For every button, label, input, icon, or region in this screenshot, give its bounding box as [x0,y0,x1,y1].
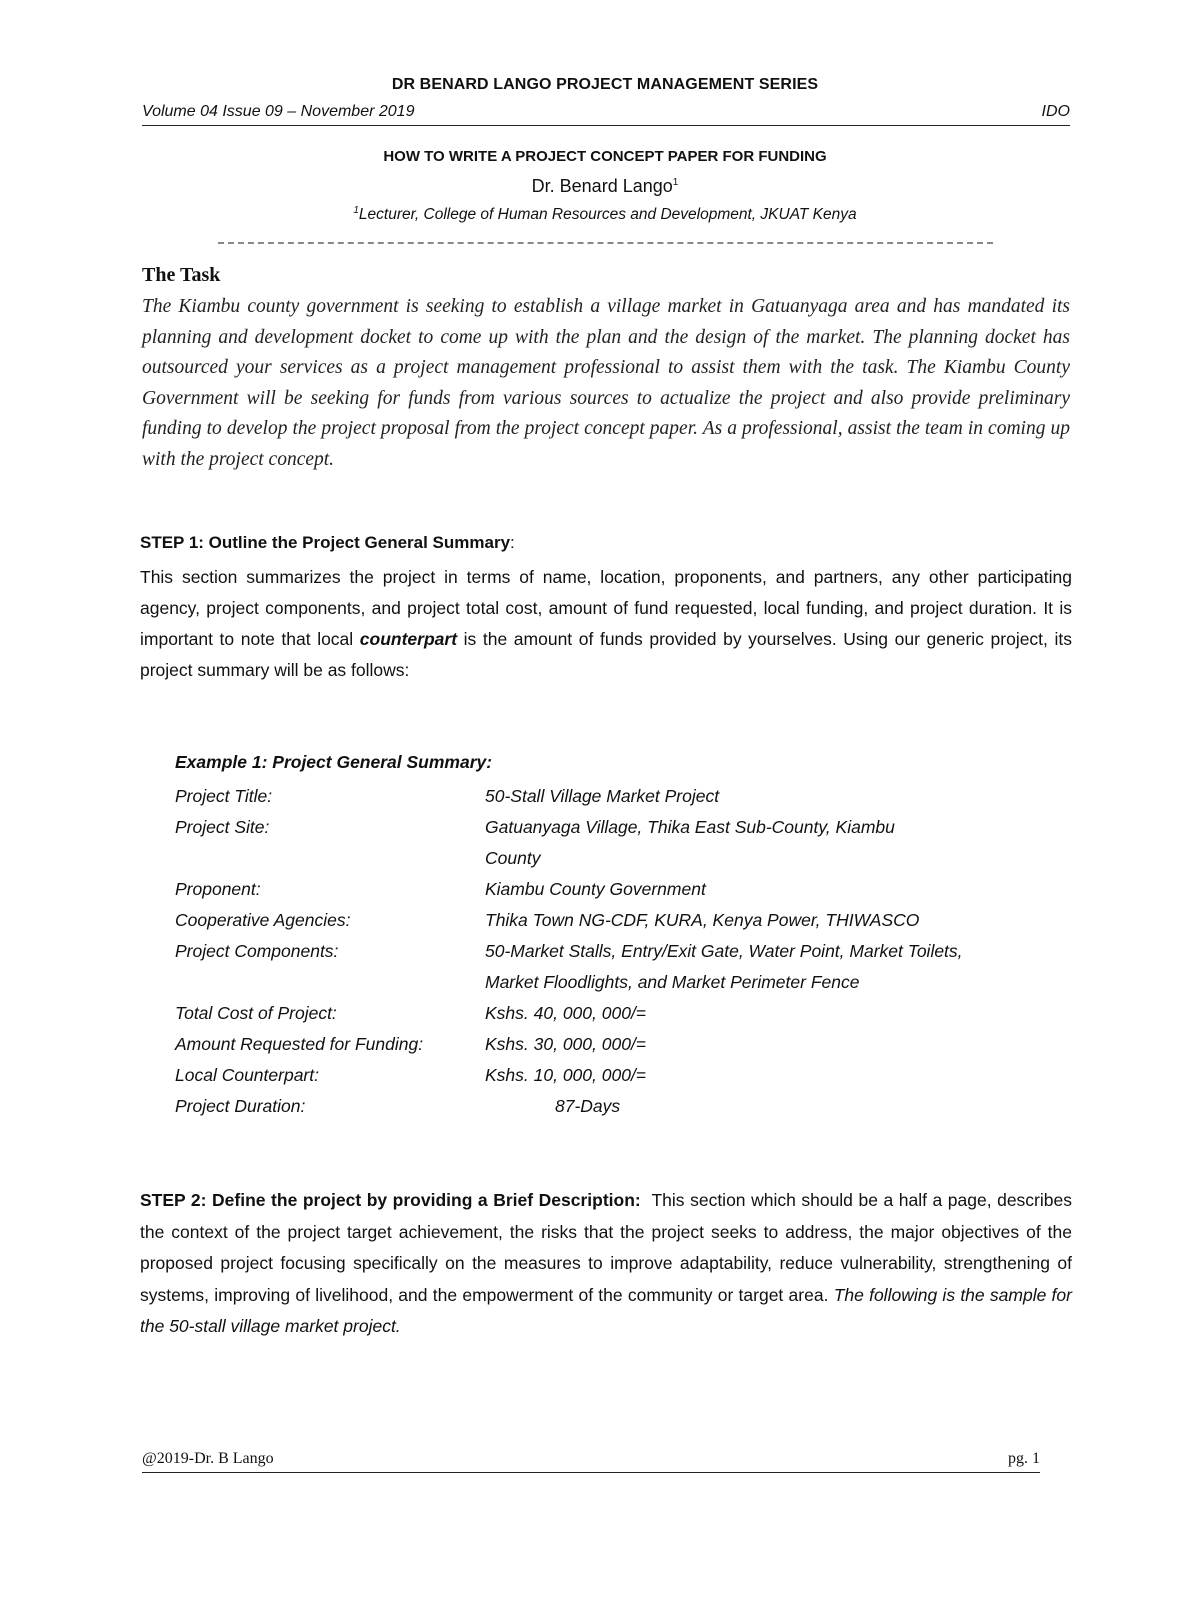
summary-value: Kshs. 30, 000, 000/= [485,1034,647,1054]
summary-value: Kiambu County Government [485,879,706,899]
summary-label: Cooperative Agencies: [175,910,351,930]
summary-row [175,812,1055,874]
summary-label: Project Site: [175,817,270,837]
summary-label: Local Counterpart: [175,1065,319,1085]
summary-value: 50-Market Stalls, Entry/Exit Gate, Water Point, Market Toilets, Market Floodlights, and Market Perimeter Fence [485,941,963,992]
step1-emphasis: counterpart [359,629,458,649]
summary-row [175,936,1055,998]
step2-paragraph [140,1185,1072,1343]
journal-abbrev: IDO [1041,103,1070,120]
step1-text-part2: is the amount of funds provided by yourselves. Using our generic project, its project summary will be as follows: [140,629,1073,680]
series-title: DR BENARD LANGO PROJECT MANAGEMENT SERIES [391,76,819,93]
summary-label: Total Cost of Project: [175,1003,337,1023]
summary-row [175,1029,1055,1060]
example-title: Example 1: Project General Summary: [175,752,493,772]
affiliation-line [140,206,1070,224]
footer-copyright: @2019-Dr. B Lango [142,1450,274,1467]
step1-heading: STEP 1: Outline the Project General Summary [140,533,511,552]
step1-text-part1: This section summarizes the project in terms of name, location, proponents, and partners, any other participating agency, project components, and project total cost, amount of fund requested, local funding, and project duration. It is important to note that local [140,567,1072,649]
affiliation-text: Lecturer, College of Human Resources and Development, JKUAT Kenya [358,206,857,223]
page-footer [142,1450,1040,1473]
dashed-divider [218,242,993,244]
summary-label: Amount Requested for Funding: [175,1034,424,1054]
summary-row [175,998,1055,1029]
step1-paragraph [140,562,1072,686]
summary-label: Project Title: [175,786,273,806]
step2-heading: STEP 2: Define the project by providing a Brief Description: [140,1190,641,1210]
summary-value: Kshs. 40, 000, 000/= [485,1003,647,1023]
task-heading: The Task [142,264,221,286]
summary-row [175,781,1055,812]
summary-row [175,905,1055,936]
step1-heading-colon: : [510,533,515,552]
summary-row [175,874,1055,905]
volume-line [142,103,1070,126]
volume-issue: Volume 04 Issue 09 – November 2019 [142,103,415,120]
author-name: Dr. Benard Lango [531,176,673,196]
summary-value: Kshs. 10, 000, 000/= [485,1065,647,1085]
paper-title: HOW TO WRITE A PROJECT CONCEPT PAPER FOR FUNDING [383,148,827,165]
summary-value: Thika Town NG-CDF, KURA, Kenya Power, THIWASCO [485,910,920,930]
page-number: pg. 1 [1008,1450,1040,1467]
task-paragraph: The Kiambu county government is seeking to establish a village market in Gatuanyaga area and has mandated its planning and development docket to come up with the plan and the design of the market. The planning docket has outsourced your services as a project management professional to assist them with the task. The Kiambu County Government will be seeking for funds from various sources to actualize the project and also provide preliminary funding to develop the project proposal from the project concept paper. As a professional, assist the team in coming up with the project concept. [142,296,1070,470]
summary-value: 87-Days [555,1096,621,1116]
summary-row [175,1091,1055,1122]
summary-label: Project Components: [175,941,339,961]
author-line [140,176,1070,197]
step2-text: This section which should be a half a page, describes the context of the project target achievement, the risks that the project seeks to address, the major objectives of the proposed project focusing specifically on the measures to improve adaptability, reduce vulnerability, strengthening of systems, improving of livelihood, and the empowerment of the community or target area. [140,1190,1072,1305]
step2-italic-text: The following is the sample for the 50-stall village market project. [140,1284,1072,1336]
summary-label: Proponent: [175,879,261,899]
step1-heading-line [140,533,515,553]
affiliation-footnote-mark: 1 [353,204,359,216]
summary-value: 50-Stall Village Market Project [485,786,720,806]
project-summary-table [175,781,1055,1122]
summary-row [175,1060,1055,1091]
author-footnote-mark: 1 [672,177,679,188]
summary-label: Project Duration: [175,1096,306,1116]
summary-value: Gatuanyaga Village, Thika East Sub-County, Kiambu County [485,817,895,868]
